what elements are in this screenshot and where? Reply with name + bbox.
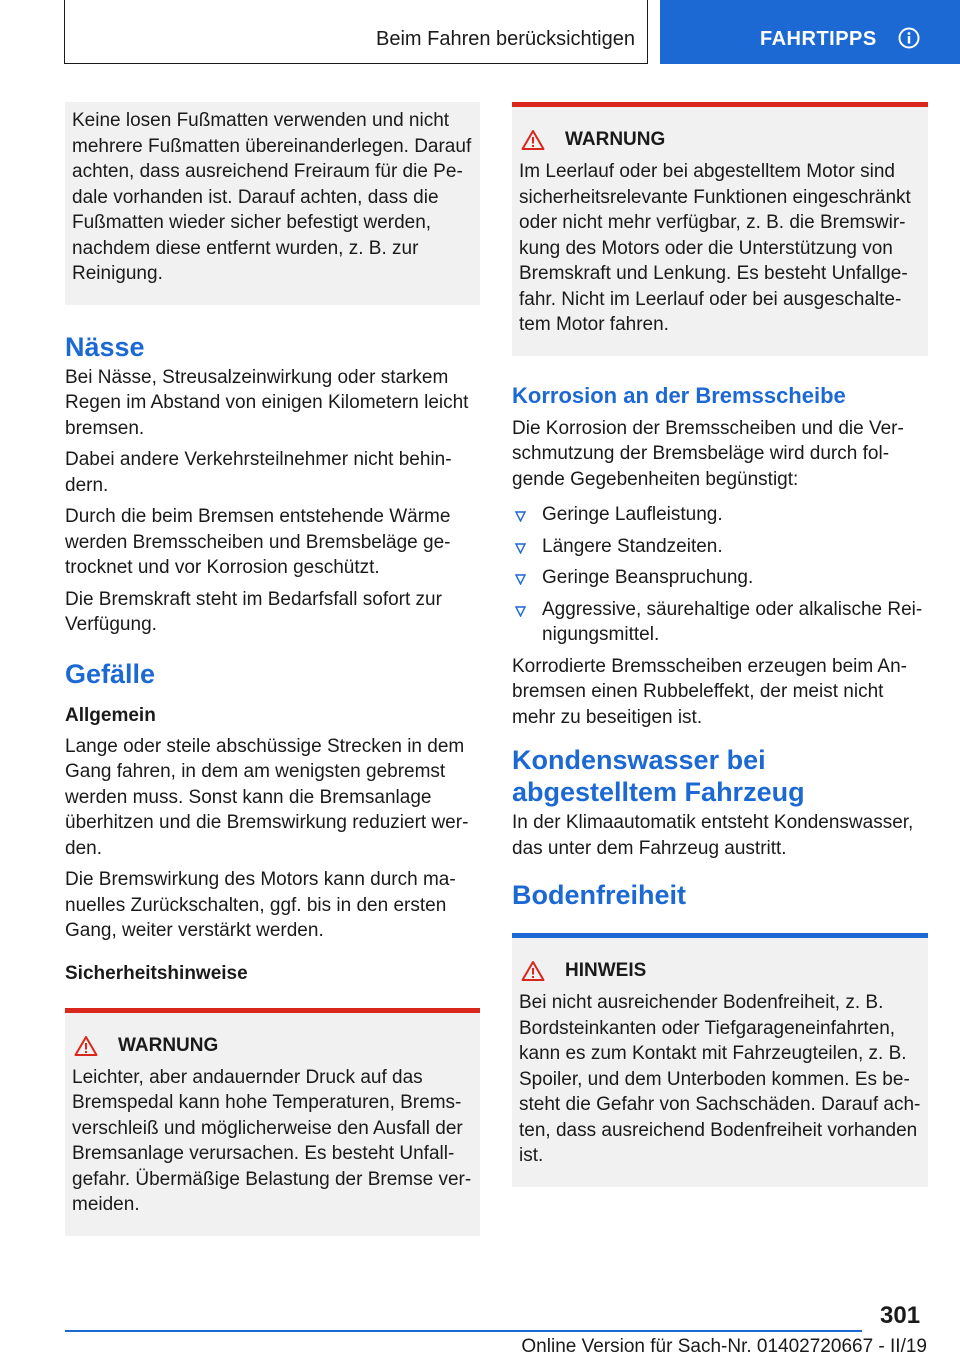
korrosion-list bbox=[512, 502, 928, 648]
warning-triangle-icon bbox=[74, 1035, 98, 1057]
hint-box-bodenfreiheit bbox=[512, 933, 928, 1187]
heading-allgemein: Allgemein bbox=[65, 704, 156, 726]
naesse-paragraph-2: Dabei andere Verkehrsteilnehmer nicht behindern. bbox=[65, 449, 452, 496]
heading-naesse: Nässe bbox=[65, 331, 145, 362]
naesse-paragraph-1: Bei Nässe, Streusalzeinwirkung oder starkem Regen im Abstand von einigen Kilometern leicht bremsen. bbox=[65, 366, 469, 439]
list-item bbox=[512, 565, 928, 591]
left-column bbox=[65, 102, 480, 1236]
warning-heading bbox=[74, 1035, 473, 1057]
warning-heading bbox=[521, 129, 921, 151]
warning-box-brakes bbox=[65, 1008, 480, 1236]
triangle-bullet-icon bbox=[515, 511, 526, 522]
warning-triangle-icon bbox=[521, 960, 545, 982]
allgemein-paragraph-2: Die Bremswirkung des Motors kann durch manuelles Zurückschalten, ggf. bis in den ersten Gang, weiter verstärkt werden. bbox=[65, 869, 456, 941]
floor-mat-note-text: Keine losen Fußmatten verwenden und nicht mehrere Fußmatten übereinanderlegen. Darauf achten, dass ausreichend Freiraum für die Pedale vorhanden ist. Darauf achten, dass die Fußmatten wieder sicher befestigt werden, nachdem diese entfernt wurden, z. B. zur Reinigung. bbox=[72, 110, 472, 284]
list-item-text: Geringe Beanspruchung. bbox=[542, 567, 754, 588]
warning-label: WARNUNG bbox=[118, 1034, 219, 1056]
heading-korrosion: Korrosion an der Bremsscheibe bbox=[512, 382, 846, 408]
heading-kondenswasser: Kondenswasser bei abgestelltem Fahrzeug bbox=[512, 745, 805, 807]
warning-text: Im Leerlauf oder bei abgestelltem Motor sind sicherheitsrelevante Funktionen eingeschränkt oder nicht mehr verfügbar, z. B. die Bremswirkung des Motors oder die Unterstützung von Bremskraft und Lenkung. Es besteht Unfallgefahr. Nicht im Leerlauf oder bei ausgeschaltetem Motor fahren. bbox=[519, 161, 911, 335]
info-circle-icon bbox=[898, 27, 920, 49]
page-number: 301 bbox=[880, 1302, 921, 1329]
triangle-bullet-icon bbox=[515, 543, 526, 554]
hint-heading bbox=[521, 960, 921, 982]
naesse-paragraph-3: Durch die beim Bremsen entstehende Wärme werden Bremsscheiben und Bremsbeläge getrocknet und vor Korrosion geschützt. bbox=[65, 506, 451, 578]
naesse-paragraph-4: Die Bremskraft steht im Bedarfsfall sofort zur Verfügung. bbox=[65, 588, 442, 635]
footer-rule bbox=[65, 1330, 862, 1332]
heading-bodenfreiheit: Bodenfreiheit bbox=[512, 880, 687, 910]
list-item-text: Längere Standzeiten. bbox=[542, 535, 723, 557]
list-item bbox=[512, 502, 928, 528]
warning-triangle-icon bbox=[521, 129, 545, 151]
korrosion-paragraph-2: Korrodierte Bremsscheiben erzeugen beim Anbremsen einen Rubbeleffekt, der meist nicht mehr zu beseitigen ist. bbox=[512, 655, 907, 728]
heading-sicherheitshinweise: Sicherheitshinweise bbox=[65, 962, 248, 984]
right-column bbox=[512, 102, 928, 1187]
warning-text: Leichter, aber andauernder Druck auf das Bremspedal kann hohe Temperaturen, Bremsverschleiß und möglicherweise den Ausfall der Bremsanlage verursachen. Es besteht Unfallgefahr. Übermäßige Belastung der Bremse vermeiden. bbox=[72, 1066, 472, 1215]
floor-mat-note bbox=[65, 102, 480, 305]
list-item bbox=[512, 534, 928, 560]
korrosion-paragraph-1: Die Korrosion der Bremsscheiben und die Verschmutzung der Bremsbeläge wird durch folgende Gegebenheiten begünstigt: bbox=[512, 417, 904, 490]
list-item-text: Aggressive, säurehaltige oder alkalische Reinigungsmittel. bbox=[542, 598, 923, 645]
header-chapter-title: FAHRTIPPS bbox=[760, 28, 877, 50]
kondenswasser-paragraph: In der Klimaautomatik entsteht Kondenswasser, das unter dem Fahrzeug austritt. bbox=[512, 812, 914, 859]
hint-text: Bei nicht ausreichender Bodenfreiheit, z. B. Bordsteinkanten oder Tiefgarageneinfahrten, kann es zum Kontakt mit Fahrzeugteilen, z. B. Spoiler, und dem Unterboden kommen. Es besteht die Gefahr von Sachschäden. Darauf achten, dass ausreichend Bodenfreiheit vorhanden ist. bbox=[519, 992, 921, 1166]
footer-version: Online Version für Sach-Nr. 01402720667 - II/19 bbox=[521, 1336, 927, 1357]
warning-box-idle bbox=[512, 102, 928, 356]
triangle-bullet-icon bbox=[515, 574, 526, 585]
hint-label: HINWEIS bbox=[565, 960, 647, 981]
triangle-bullet-icon bbox=[515, 606, 526, 617]
list-item bbox=[512, 597, 928, 648]
allgemein-paragraph-1: Lange oder steile abschüssige Strecken in dem Gang fahren, in dem am wenigsten gebremst werden muss. Sonst kann die Bremsanlage überhitzen und die Bremswirkung reduziert werden. bbox=[65, 735, 469, 859]
warning-label: WARNUNG bbox=[565, 129, 666, 150]
list-item-text: Geringe Laufleistung. bbox=[542, 504, 723, 525]
header-section-title: Beim Fahren berücksichtigen bbox=[375, 28, 635, 50]
header-chapter-tab bbox=[660, 0, 960, 64]
header-section-box bbox=[64, 0, 648, 64]
heading-gefaelle: Gefälle bbox=[65, 658, 156, 689]
